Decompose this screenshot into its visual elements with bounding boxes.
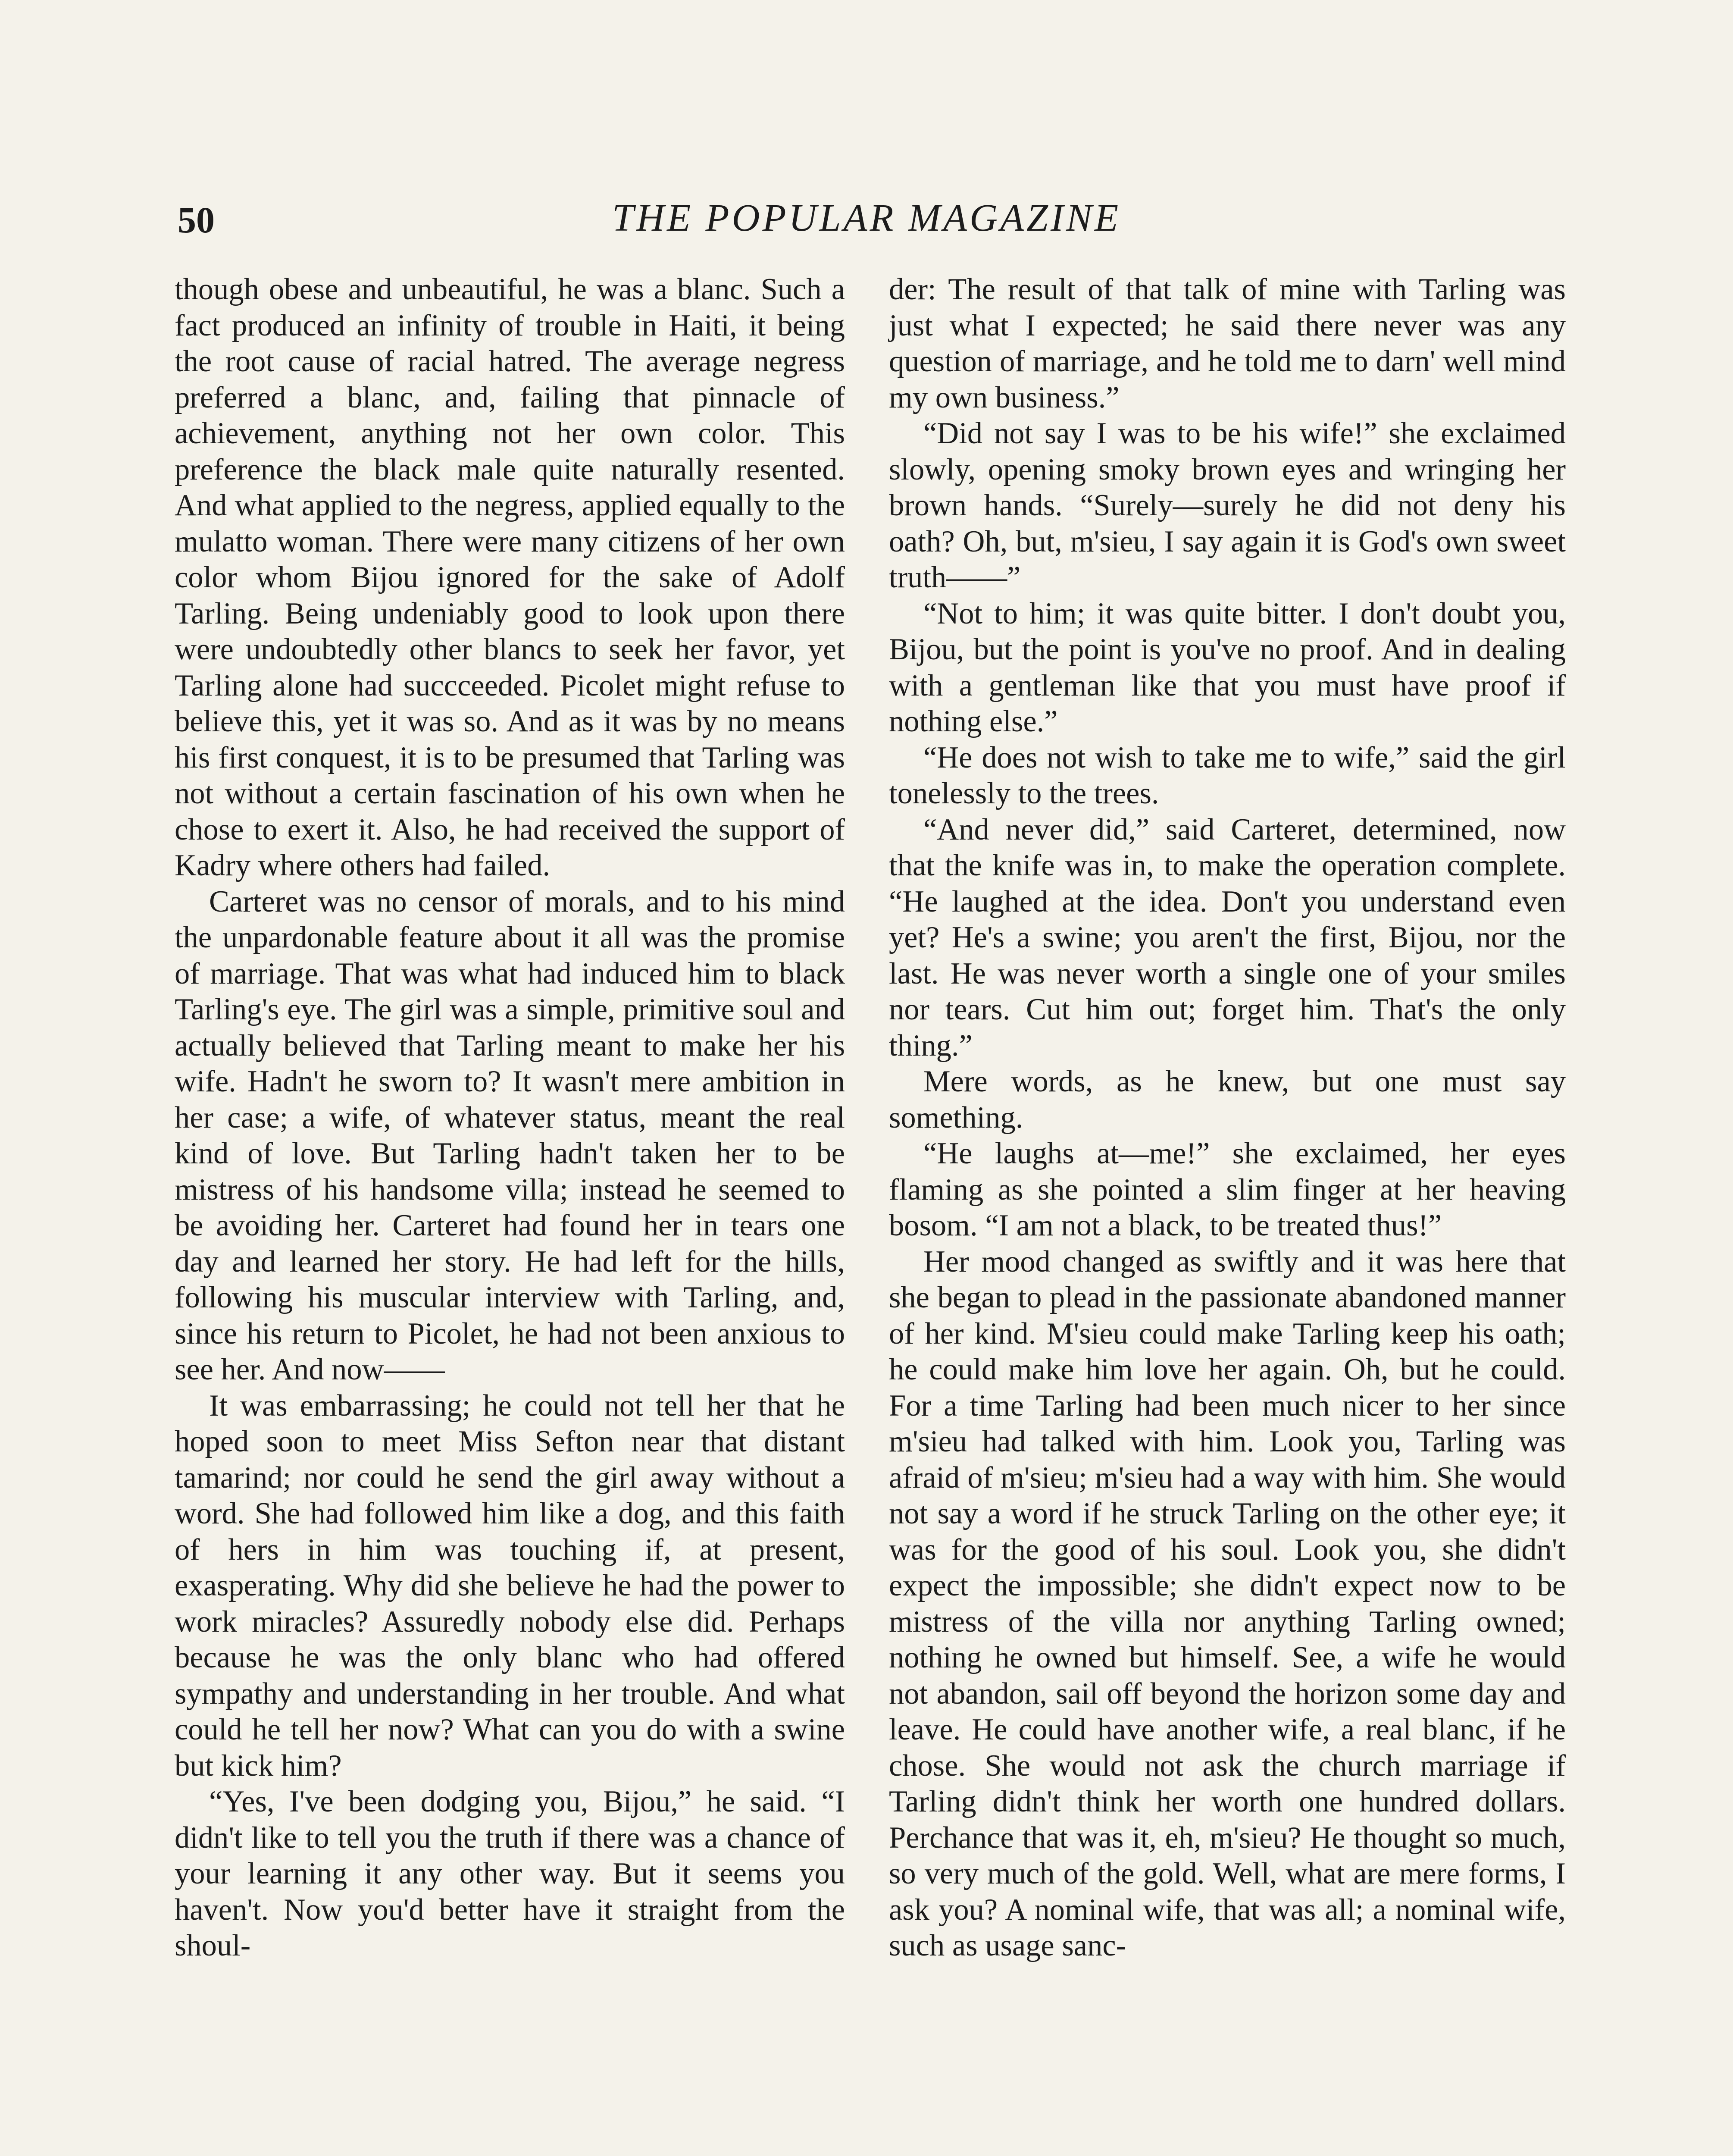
page-header — [168, 190, 1565, 254]
paragraph: Her mood changed as swiftly and it was here that she began to plead in the passionate abandoned manner of her kind. M'sieu could make Tarling keep his oath; he could make him love her again. Oh, but he could. For a time Tarling had been much nicer to her since m'sieu had talked with him. Look you, Tarling was afraid of m'sieu; m'sieu had a way with him. She would not say a word if he struck Tarling on the other eye; it was for the good of his soul. Look you, she didn't expect the impossible; she didn't expect now to be mistress of the villa nor anything Tarling owned; nothing he owned but himself. See, a wife he would not abandon, sail off beyond the horizon some day and leave. He could have another wife, a real blanc, if he chose. She would not ask the church marriage if Tarling didn't think her worth one hundred dollars. Perchance that was it, eh, m'sieu? He thought so much, so very much of the gold. Well, what are mere forms, I ask you? A nominal wife, that was all; a nominal wife, such as usage sanc- — [889, 1244, 1566, 1962]
paragraph: though obese and unbeautiful, he was a blanc. Such a fact produced an infinity of trouble in Haiti, it being the root cause of racial hatred. The average negress preferred a blanc, and, failing that pinnacle of achievement, anything not her own color. This preference the black male quite naturally resented. And what applied to the negress, applied equally to the mulatto woman. There were many citizens of her own color whom Bijou ignored for the sake of Adolf Tarling. Being undeniably good to look upon there were undoubtedly other blancs to seek her favor, yet Tarling alone had succceeded. Picolet might refuse to believe this, yet it was so. And as it was by no means his first conquest, it is to be presumed that Tarling was not without a certain fascination of his own when he chose to exert it. Also, he had received the support of Kadry where others had failed. — [175, 273, 845, 882]
paragraph: “He laughs at—me!” she exclaimed, her eyes flaming as she pointed a slim finger at her heaving bosom. “I am not a black, to be treated thus!” — [889, 1137, 1566, 1242]
paragraph: It was embarrassing; he could not tell her that he hoped soon to meet Miss Sefton near that distant tamarind; nor could he send the girl away without a word. She had followed him like a dog, and this faith of hers in him was touching if, at present, exasperating. Why did she believe he had the power to work miracles? Assuredly nobody else did. Perhaps because he was the only blanc who had offered sympathy and understanding in her trouble. And what could he tell her now? What can you do with a swine but kick him? — [175, 1388, 845, 1783]
right-column — [889, 272, 1566, 1964]
page-number: 50 — [178, 199, 215, 241]
paragraph: “Not to him; it was quite bitter. I don't doubt you, Bijou, but the point is you've no proof. And in dealing with a gentleman like that you must have proof if nothing else.” — [889, 596, 1566, 738]
paragraph: der: The result of that talk of mine with Tarling was just what I expected; he said there never was any question of marriage, and he told me to darn' well mind my own business.” — [889, 273, 1566, 414]
paragraph: Mere words, as he knew, but one must say something. — [889, 1065, 1566, 1134]
left-column — [175, 272, 845, 1964]
paragraph: Carteret was no censor of morals, and to his mind the unpardonable feature about it all was the promise of marriage. That was what had induced him to black Tarling's eye. The girl was a simple, primitive soul and actually believed that Tarling meant to make her his wife. Hadn't he sworn to? It wasn't mere ambition in her case; a wife, of whatever status, meant the real kind of love. But Tarling hadn't taken her to be mistress of his handsome villa; instead he seemed to be avoiding her. Carteret had found her in tears one day and learned her story. He had left for the hills, following his muscular interview with Tarling, and, since his return to Picolet, he had not been anxious to see her. And now—— — [175, 884, 845, 1386]
magazine-title: THE POPULAR MAGAZINE — [612, 197, 1121, 239]
paragraph: “Did not say I was to be his wife!” she exclaimed slowly, opening smoky brown eyes and wringing her brown hands. “Surely—surely he did not deny his oath? Oh, but, m'sieu, I say again it is God's own sweet truth——” — [889, 417, 1566, 594]
paragraph: “Yes, I've been dodging you, Bijou,” he said. “I didn't like to tell you the truth if there was a chance of your learning it any other way. But it seems you haven't. Now you'd better have it straight from the shoul- — [175, 1785, 845, 1962]
paragraph: “He does not wish to take me to wife,” said the girl tonelessly to the trees. — [889, 740, 1566, 810]
paragraph: “And never did,” said Carteret, determined, now that the knife was in, to make the operation complete. “He laughed at the idea. Don't you understand even yet? He's a swine; you aren't the first, Bijou, nor the last. He was never worth a single one of your smiles nor tears. Cut him out; forget him. That's the only thing.” — [889, 812, 1566, 1062]
